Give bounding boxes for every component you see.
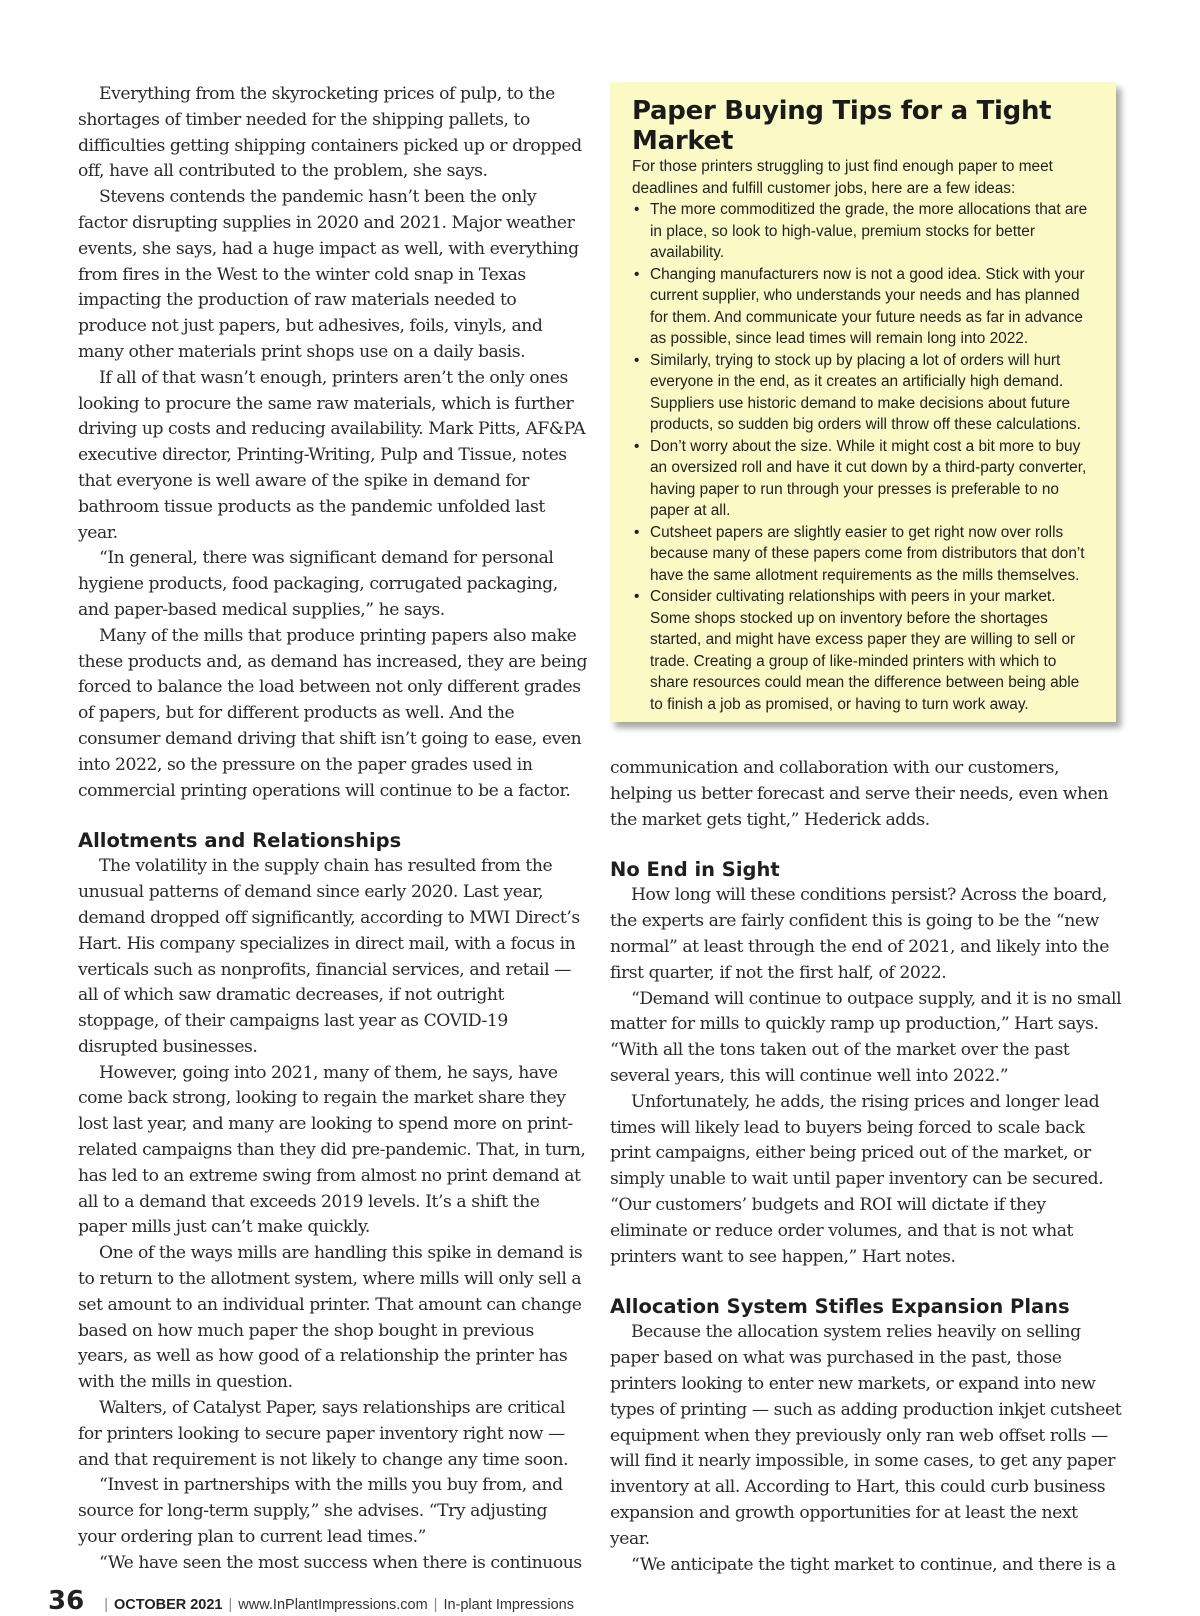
body-paragraph: Walters, of Catalyst Paper, says relationships are critical for printers looking to secure paper inventory right now — and that requirement is not likely to change any time soon. [78, 1398, 569, 1470]
body-paragraph: The volatility in the supply chain has resulted from the unusual patterns of demand since early 2020. Last year, demand dropped off significantly, according to MWI Direct’s Hart. His company specializes in direct mail, with a focus in verticals such as nonprofits, financial services, and retail — all of which saw dramatic decreases, if not outright stoppage, of their campaigns last year as COVID-19 disrupted businesses. [78, 856, 580, 1057]
body-paragraph: “In general, there was significant demand for personal hygiene products, food packaging, corrugated packaging, and paper-based medical supplies,” he says. [78, 548, 558, 620]
left-column [78, 82, 588, 1577]
body-paragraph: Stevens contends the pandemic hasn’t been the only factor disrupting supplies in 2020 and 2021. Major weather events, she says, had a huge impact as well, with everything from fires in the West to the winter cold snap in Texas impacting the production of raw materials needed to produce not just papers, but adhesives, foils, vinyls, and many other materials print shops use on a daily basis. [78, 187, 579, 362]
page-footer [48, 1586, 574, 1616]
sidebar-tip: • Don’t worry about the size. While it might cost a bit more to buy an oversized roll and have it cut down by a third-party converter, having paper to run through your presses is preferable to no paper at all. [632, 436, 1094, 522]
sidebar-tip: • The more commoditized the grade, the more allocations that are in place, so look to high-value, premium stocks for better availability. [632, 199, 1094, 264]
page-number: 36 [48, 1586, 85, 1616]
body-paragraph: “We have seen the most success when there is continuous [99, 1552, 582, 1573]
sidebar-tip: • Consider cultivating relationships with peers in your market. Some shops stocked up on inventory before the shortages started, and might have excess paper they are willing to sell or trade. Creating a group of like-minded printers with which to share resources could mean the difference between being able to finish a job as promised, or having to turn work away. [632, 586, 1094, 715]
footer-separator: | [228, 1597, 233, 1613]
body-paragraph: Unfortunately, he adds, the rising prices and longer lead times will likely lead to buyers being forced to scale back print campaigns, either being priced out of the market, or simply unable to wait until paper inventory can be secured. “Our customers’ budgets and ROI will dictate if they eliminate or reduce order volumes, and that is not what printers want to see happen,” Hart notes. [610, 1091, 1104, 1267]
sidebar-tip: • Similarly, trying to stock up by placing a lot of orders will hurt everyone in the end, as it creates an artificially high demand. Suppliers use historic demand to make decisions about future products, so sudden big orders will throw off these calculations. [632, 350, 1094, 436]
body-paragraph: “Demand will continue to outpace supply, and it is no small matter for mills to quickly ramp up production,” Hart says. “With all the tons taken out of the market over the past several years, this will continue well into 2022.” [610, 988, 1122, 1086]
body-paragraph: Everything from the skyrocketing prices of pulp, to the shortages of timber needed for the shipping pallets, to difficulties getting shipping containers picked up or dropped off, have all contributed to the problem, she says. [78, 84, 582, 182]
tips-sidebar-box [610, 82, 1116, 722]
section-heading-no-end: No End in Sight [610, 858, 780, 882]
footer-website-link[interactable]: www.InPlantImpressions.com [238, 1597, 428, 1613]
body-paragraph: Many of the mills that produce printing papers also make these products and, as demand has increased, they are being forced to balance the load between not only different grades of papers, but for different products as well. And the consumer demand driving that shift isn’t going to ease, even into 2022, so the pressure on the paper grades used in commercial printing operations will continue to be a factor. [78, 625, 588, 801]
section-heading-allocation: Allocation System Stifles Expansion Plans [610, 1295, 1070, 1319]
footer-separator: | [433, 1597, 438, 1613]
body-paragraph-continued: communication and collaboration with our customers, helping us better forecast and serve their needs, even when the market gets tight,” Hederick adds. [610, 758, 1109, 830]
sidebar-tip: • Cutsheet papers are slightly easier to get right now over rolls because many of these papers come from distributors that don’t have the same allotment requirements as the mills themselves. [632, 522, 1094, 587]
body-paragraph: If all of that wasn’t enough, printers aren’t the only ones looking to procure the same raw materials, which is further driving up costs and reducing availability. Mark Pitts, AF&PA executive director, Printing-Writing, Pulp and Tissue, notes that everyone is well aware of the spike in demand for bathroom tissue products as the pandemic unfolded last year. [78, 367, 586, 543]
section-heading-allotments: Allotments and Relationships [78, 829, 402, 853]
right-column [610, 756, 1122, 1578]
footer-issue-date: OCTOBER 2021 [113, 1597, 223, 1613]
sidebar-tip-list [632, 199, 1094, 715]
sidebar-tip: • Changing manufacturers now is not a good idea. Stick with your current supplier, who understands your needs and has planned for them. And communicate your future needs as far in advance as possible, since lead times will remain long into 2022. [632, 264, 1094, 350]
body-paragraph: However, going into 2021, many of them, he says, have come back strong, looking to regain the market share they lost last year, and many are looking to spend more on print-related campaigns than they did pre-pandemic. That, in turn, has led to an extreme swing from almost no print demand at all to a demand that exceeds 2019 levels. It’s a shift the paper mills just can’t make quickly. [78, 1062, 586, 1238]
body-paragraph: One of the ways mills are handling this spike in demand is to return to the allotment system, where mills will only sell a set amount to an individual printer. That amount can change based on how much paper the shop bought in previous years, as well as how good of a relationship the printer has with the mills in question. [78, 1243, 583, 1393]
sidebar-title: Paper Buying Tips for a Tight Market [632, 96, 1052, 156]
body-paragraph: How long will these conditions persist? Across the board, the experts are fairly confident this is going to be the “new normal” at least through the end of 2021, and likely into the first quarter, if not the first half, of 2022. [610, 885, 1109, 983]
footer-publication-name: In-plant Impressions [443, 1597, 574, 1613]
body-paragraph: “We anticipate the tight market to continue, and there is a [631, 1554, 1116, 1575]
sidebar-intro: For those printers struggling to just find enough paper to meet deadlines and fulfill customer jobs, here are a few ideas: [632, 158, 1053, 197]
body-paragraph: “Invest in partnerships with the mills you buy from, and source for long-term supply,” she advises. “Try adjusting your ordering plan to current lead times.” [78, 1475, 563, 1548]
body-paragraph: Because the allocation system relies heavily on selling paper based on what was purchased in the past, those printers looking to enter new markets, or expand into new types of printing — such as adding production inkjet cutsheet equipment when they previously only ran web offset rolls — will find it nearly impossible, in some cases, to get any paper inventory at all. According to Hart, this could curb business expansion and growth opportunities for at least the next year. [610, 1322, 1122, 1549]
footer-separator: | [104, 1597, 108, 1613]
